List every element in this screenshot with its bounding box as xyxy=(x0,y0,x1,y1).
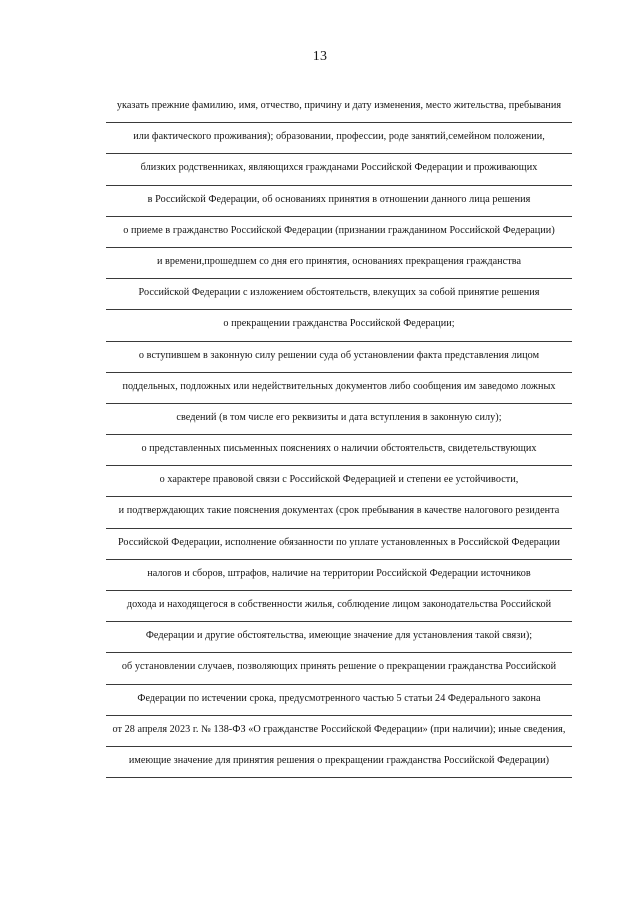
form-line: или фактического проживания); образовании, профессии, роде занятий,семейном положении, xyxy=(106,123,572,154)
form-line: от 28 апреля 2023 г. № 138-ФЗ «О гражданстве Российской Федерации» (при наличии); иные сведения, xyxy=(106,716,572,747)
form-line: о прекращении гражданства Российской Федерации; xyxy=(106,310,572,341)
form-line: Российской Федерации, исполнение обязанности по уплате установленных в Российской Федерации xyxy=(106,529,572,560)
form-text-lines xyxy=(106,92,572,778)
form-line: о представленных письменных пояснениях о наличии обстоятельств, свидетельствующих xyxy=(106,435,572,466)
form-line: о вступившем в законную силу решении суда об установлении факта представления лицом xyxy=(106,342,572,373)
form-line: об установлении случаев, позволяющих принять решение о прекращении гражданства Российской xyxy=(106,653,572,684)
form-line: поддельных, подложных или недействительных документов либо сообщения им заведомо ложных xyxy=(106,373,572,404)
form-line: налогов и сборов, штрафов, наличие на территории Российской Федерации источников xyxy=(106,560,572,591)
page-number: 13 xyxy=(312,49,328,64)
form-line: Федерации по истечении срока, предусмотренного частью 5 статьи 24 Федерального закона xyxy=(106,685,572,716)
form-line: Российской Федерации с изложением обстоятельств, влекущих за собой принятие решения xyxy=(106,279,572,310)
form-line: близких родственниках, являющихся гражданами Российской Федерации и проживающих xyxy=(106,154,572,185)
form-line: указать прежние фамилию, имя, отчество, причину и дату изменения, место жительства, пребывания xyxy=(106,92,572,123)
form-line: о приеме в гражданство Российской Федерации (признании гражданином Российской Федерации) xyxy=(106,217,572,248)
form-line: о характере правовой связи с Российской Федерацией и степени ее устойчивости, xyxy=(106,466,572,497)
form-line: и времени,прошедшем со дня его принятия, основаниях прекращения гражданства xyxy=(106,248,572,279)
form-line: Федерации и другие обстоятельства, имеющие значение для установления такой связи); xyxy=(106,622,572,653)
form-line: сведений (в том числе его реквизиты и дата вступления в законную силу); xyxy=(106,404,572,435)
form-line: в Российской Федерации, об основаниях принятия в отношении данного лица решения xyxy=(106,186,572,217)
form-line: имеющие значение для принятия решения о прекращении гражданства Российской Федерации) xyxy=(106,747,572,778)
form-line: дохода и находящегося в собственности жилья, соблюдение лицом законодательства Российской xyxy=(106,591,572,622)
form-line: и подтверждающих такие пояснения документах (срок пребывания в качестве налогового резидента xyxy=(106,497,572,528)
